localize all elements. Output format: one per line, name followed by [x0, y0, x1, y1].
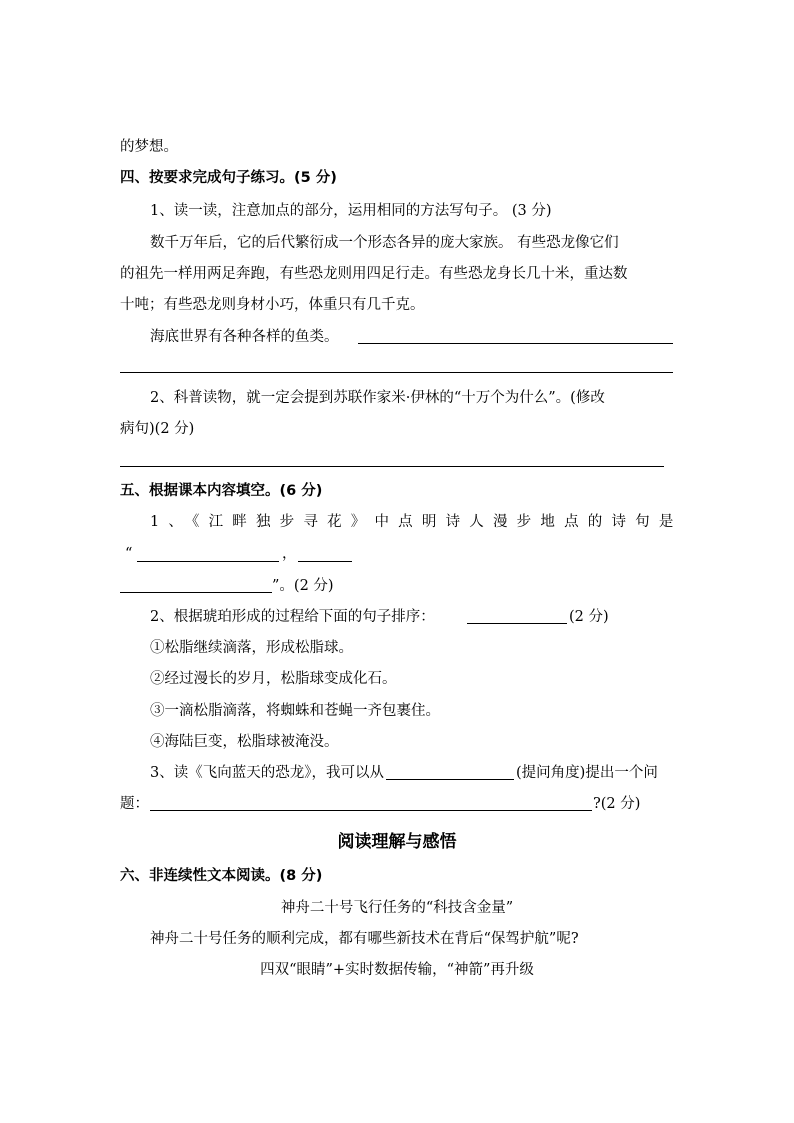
answer-line[interactable] — [120, 372, 673, 373]
section-5-title: 五、根据课本内容填空。(6 分) — [120, 483, 323, 499]
question-4-2: 2、科普读物，就一定会提到苏联作家米·伊林的“十万个为什么”。(修改 — [150, 390, 605, 406]
reading-section-title: 阅读理解与感悟 — [337, 832, 457, 852]
answer-line[interactable] — [386, 779, 514, 780]
passage-line-1: 数千万年后，它的后代繁衍成一个形态各异的庞大家族。 有些恐龙像它们 — [150, 235, 619, 251]
question-5-3: 3、读《飞向蓝天的恐龙》，我可以从 — [150, 765, 384, 781]
article-heading: 四双“眼睛”+实时数据传输，“神箭”再升级 — [260, 962, 534, 978]
question-5-1-end: ”。(2 分) — [272, 578, 334, 594]
answer-line[interactable] — [120, 466, 664, 467]
list-item: ②经过漫长的岁月，松脂球变成化石。 — [150, 671, 397, 687]
answer-line[interactable] — [137, 561, 279, 562]
list-item: ①松脂继续滴落，形成松脂球。 — [150, 640, 353, 656]
ocean-prompt: 海底世界有各种各样的鱼类。 — [150, 329, 339, 345]
quote-open: “ — [125, 546, 133, 562]
question-5-3-cont: (提问角度)提出一个问 — [516, 765, 658, 781]
list-item: ④海陆巨变，松脂球被淹没。 — [150, 734, 339, 750]
question-5-2-score: (2 分) — [569, 609, 609, 625]
section-6-title: 六、非连续性文本阅读。(8 分) — [120, 868, 323, 884]
question-4-2-cont: 病句)(2 分) — [120, 421, 195, 437]
answer-line[interactable] — [467, 623, 567, 624]
answer-line[interactable] — [298, 561, 352, 562]
question-5-3-end: ?(2 分) — [593, 796, 641, 812]
article-subtitle: 神舟二十号任务的顺利完成，都有哪些新技术在背后“保驾护航”呢? — [150, 931, 579, 947]
question-5-3-label: 题： — [120, 796, 149, 812]
passage-line-3: 十吨；有些恐龙则身材小巧，体重只有几千克。 — [120, 297, 425, 313]
paragraph-end: 的梦想。 — [120, 139, 178, 155]
question-4-1: 1、读一读，注意加点的部分，运用相同的方法写句子。 (3 分) — [150, 203, 552, 219]
question-5-2: 2、根据琥珀形成的过程给下面的句子排序： — [150, 609, 435, 625]
answer-line[interactable] — [120, 592, 272, 593]
comma: ， — [282, 546, 297, 562]
question-5-1: 1、《江畔独步寻花》中点明诗人漫步地点的诗句是 — [150, 514, 683, 530]
answer-line[interactable] — [358, 343, 673, 344]
list-item: ③一滴松脂滴落，将蜘蛛和苍蝇一齐包裹住。 — [150, 703, 440, 719]
section-4-title: 四、按要求完成句子练习。(5 分) — [120, 170, 337, 186]
article-title: 神舟二十号飞行任务的“科技含金量” — [280, 900, 514, 916]
answer-line[interactable] — [150, 810, 592, 811]
passage-line-2: 的祖先一样用两足奔跑，有些恐龙则用四足行走。有些恐龙身长几十米，重达数 — [120, 266, 628, 282]
